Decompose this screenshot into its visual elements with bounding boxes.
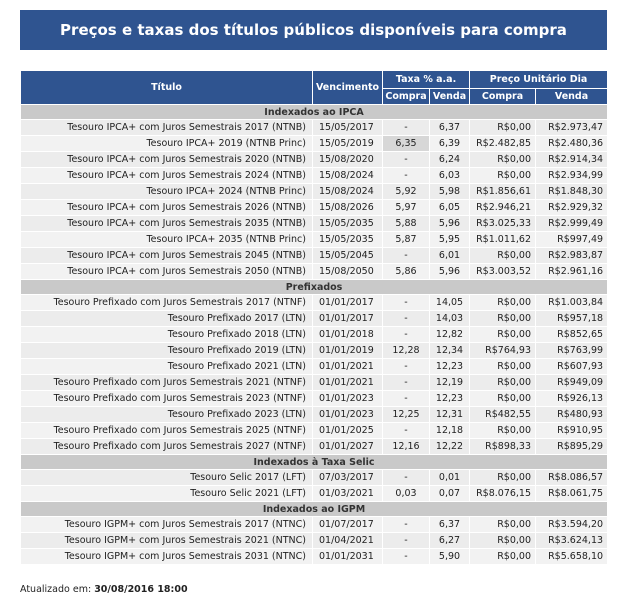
cell-titulo: Tesouro Prefixado 2023 (LTN) <box>21 407 313 423</box>
col-header-preco: Preço Unitário Dia <box>470 71 608 89</box>
cell-preco-venda: R$2.961,16 <box>536 264 608 280</box>
cell-titulo: Tesouro Prefixado 2017 (LTN) <box>21 311 313 327</box>
cell-preco-venda: R$763,99 <box>536 343 608 359</box>
cell-taxa-compra: 5,86 <box>383 264 430 280</box>
cell-taxa-venda: 12,31 <box>430 407 470 423</box>
cell-taxa-compra: 0,03 <box>383 486 430 502</box>
cell-taxa-venda: 12,34 <box>430 343 470 359</box>
cell-preco-compra: R$482,55 <box>470 407 536 423</box>
table-row <box>21 359 608 375</box>
cell-taxa-compra: - <box>383 248 430 264</box>
cell-taxa-compra: - <box>383 470 430 486</box>
table-row <box>21 343 608 359</box>
cell-taxa-venda: 6,01 <box>430 248 470 264</box>
cell-vencimento: 01/01/2021 <box>313 375 383 391</box>
table-row <box>21 168 608 184</box>
cell-taxa-compra: 5,97 <box>383 200 430 216</box>
cell-preco-compra: R$8.076,15 <box>470 486 536 502</box>
cell-vencimento: 01/01/2017 <box>313 295 383 311</box>
cell-preco-venda: R$2.929,32 <box>536 200 608 216</box>
col-header-taxa: Taxa % a.a. <box>383 71 470 89</box>
cell-titulo: Tesouro Prefixado com Juros Semestrais 2027 (NTNF) <box>21 439 313 455</box>
cell-preco-venda: R$3.594,20 <box>536 517 608 533</box>
cell-vencimento: 01/01/2019 <box>313 343 383 359</box>
cell-taxa-venda: 5,96 <box>430 216 470 232</box>
cell-preco-venda: R$5.658,10 <box>536 549 608 565</box>
cell-taxa-compra: - <box>383 168 430 184</box>
cell-vencimento: 01/01/2021 <box>313 359 383 375</box>
table-row <box>21 120 608 136</box>
col-header-preco-venda: Venda <box>536 89 608 105</box>
cell-preco-venda: R$852,65 <box>536 327 608 343</box>
cell-titulo: Tesouro Selic 2017 (LFT) <box>21 470 313 486</box>
cell-taxa-venda: 14,03 <box>430 311 470 327</box>
table-row <box>21 216 608 232</box>
cell-preco-compra: R$0,00 <box>470 152 536 168</box>
cell-preco-venda: R$949,09 <box>536 375 608 391</box>
cell-vencimento: 15/05/2035 <box>313 232 383 248</box>
table-row <box>21 439 608 455</box>
cell-taxa-venda: 6,37 <box>430 120 470 136</box>
page-title-text: Preços e taxas dos títulos públicos disponíveis para compra <box>60 21 567 39</box>
cell-taxa-compra: 12,28 <box>383 343 430 359</box>
table-row <box>21 184 608 200</box>
cell-vencimento: 15/05/2045 <box>313 248 383 264</box>
cell-preco-compra: R$0,00 <box>470 248 536 264</box>
cell-vencimento: 15/08/2050 <box>313 264 383 280</box>
cell-taxa-compra: - <box>383 423 430 439</box>
cell-taxa-compra: - <box>383 375 430 391</box>
col-header-preco-compra: Compra <box>470 89 536 105</box>
cell-preco-compra: R$0,00 <box>470 168 536 184</box>
cell-taxa-venda: 12,23 <box>430 391 470 407</box>
col-header-vencimento: Vencimento <box>313 71 383 105</box>
cell-taxa-compra: - <box>383 549 430 565</box>
cell-taxa-compra: 5,92 <box>383 184 430 200</box>
table-row <box>21 295 608 311</box>
cell-taxa-compra: - <box>383 120 430 136</box>
cell-titulo: Tesouro IGPM+ com Juros Semestrais 2031 (NTNC) <box>21 549 313 565</box>
cell-titulo: Tesouro IPCA+ com Juros Semestrais 2017 (NTNB) <box>21 120 313 136</box>
cell-preco-venda: R$8.061,75 <box>536 486 608 502</box>
cell-preco-compra: R$0,00 <box>470 359 536 375</box>
cell-vencimento: 07/03/2017 <box>313 470 383 486</box>
cell-taxa-compra: 12,16 <box>383 439 430 455</box>
cell-titulo: Tesouro IPCA+ com Juros Semestrais 2050 (NTNB) <box>21 264 313 280</box>
cell-taxa-compra: 5,87 <box>383 232 430 248</box>
page-title <box>20 10 607 50</box>
prices-table <box>20 70 608 565</box>
cell-preco-compra: R$0,00 <box>470 533 536 549</box>
cell-preco-compra: R$3.025,33 <box>470 216 536 232</box>
cell-preco-compra: R$0,00 <box>470 120 536 136</box>
cell-taxa-venda: 0,07 <box>430 486 470 502</box>
cell-taxa-compra: - <box>383 517 430 533</box>
cell-taxa-venda: 12,23 <box>430 359 470 375</box>
cell-preco-compra: R$0,00 <box>470 391 536 407</box>
cell-taxa-compra: - <box>383 533 430 549</box>
cell-preco-compra: R$764,93 <box>470 343 536 359</box>
cell-taxa-compra: - <box>383 359 430 375</box>
cell-taxa-compra: - <box>383 152 430 168</box>
cell-titulo: Tesouro Prefixado com Juros Semestrais 2025 (NTNF) <box>21 423 313 439</box>
table-row <box>21 549 608 565</box>
cell-taxa-venda: 12,82 <box>430 327 470 343</box>
table-row <box>21 407 608 423</box>
footer-label: Atualizado em: <box>20 584 92 595</box>
cell-titulo: Tesouro IGPM+ com Juros Semestrais 2017 (NTNC) <box>21 517 313 533</box>
cell-preco-compra: R$0,00 <box>470 375 536 391</box>
cell-preco-compra: R$0,00 <box>470 311 536 327</box>
cell-preco-venda: R$957,18 <box>536 311 608 327</box>
cell-preco-venda: R$997,49 <box>536 232 608 248</box>
cell-taxa-venda: 5,98 <box>430 184 470 200</box>
cell-vencimento: 15/08/2024 <box>313 184 383 200</box>
section-title: Indexados ao IGPM <box>21 502 608 517</box>
cell-preco-compra: R$0,00 <box>470 517 536 533</box>
cell-taxa-compra: 5,88 <box>383 216 430 232</box>
cell-taxa-venda: 5,95 <box>430 232 470 248</box>
cell-preco-venda: R$2.934,99 <box>536 168 608 184</box>
cell-preco-compra: R$2.946,21 <box>470 200 536 216</box>
cell-preco-compra: R$2.482,85 <box>470 136 536 152</box>
cell-titulo: Tesouro Prefixado 2019 (LTN) <box>21 343 313 359</box>
table-row <box>21 486 608 502</box>
cell-titulo: Tesouro Prefixado com Juros Semestrais 2021 (NTNF) <box>21 375 313 391</box>
cell-vencimento: 01/01/2025 <box>313 423 383 439</box>
cell-taxa-venda: 6,37 <box>430 517 470 533</box>
table-row <box>21 517 608 533</box>
cell-taxa-venda: 12,18 <box>430 423 470 439</box>
cell-vencimento: 15/05/2019 <box>313 136 383 152</box>
cell-vencimento: 01/03/2021 <box>313 486 383 502</box>
footer-timestamp: 30/08/2016 18:00 <box>94 584 188 595</box>
table-row <box>21 470 608 486</box>
cell-taxa-venda: 6,39 <box>430 136 470 152</box>
cell-taxa-venda: 14,05 <box>430 295 470 311</box>
cell-vencimento: 01/01/2023 <box>313 391 383 407</box>
cell-preco-venda: R$2.480,36 <box>536 136 608 152</box>
cell-preco-venda: R$480,93 <box>536 407 608 423</box>
cell-vencimento: 15/05/2035 <box>313 216 383 232</box>
cell-titulo: Tesouro IGPM+ com Juros Semestrais 2021 (NTNC) <box>21 533 313 549</box>
section-row <box>21 280 608 295</box>
cell-vencimento: 15/05/2017 <box>313 120 383 136</box>
cell-titulo: Tesouro Prefixado com Juros Semestrais 2017 (NTNF) <box>21 295 313 311</box>
table-row <box>21 152 608 168</box>
cell-taxa-venda: 6,03 <box>430 168 470 184</box>
cell-preco-venda: R$2.999,49 <box>536 216 608 232</box>
cell-vencimento: 01/01/2018 <box>313 327 383 343</box>
cell-taxa-compra: 12,25 <box>383 407 430 423</box>
cell-taxa-venda: 0,01 <box>430 470 470 486</box>
cell-preco-venda: R$607,93 <box>536 359 608 375</box>
cell-preco-venda: R$895,29 <box>536 439 608 455</box>
cell-preco-venda: R$2.973,47 <box>536 120 608 136</box>
cell-preco-compra: R$898,33 <box>470 439 536 455</box>
cell-vencimento: 01/01/2023 <box>313 407 383 423</box>
cell-titulo: Tesouro IPCA+ com Juros Semestrais 2020 (NTNB) <box>21 152 313 168</box>
cell-taxa-venda: 6,27 <box>430 533 470 549</box>
table-row <box>21 200 608 216</box>
cell-titulo: Tesouro Prefixado com Juros Semestrais 2023 (NTNF) <box>21 391 313 407</box>
cell-taxa-venda: 12,19 <box>430 375 470 391</box>
table-row <box>21 264 608 280</box>
table-row <box>21 136 608 152</box>
footer <box>20 584 188 595</box>
section-title: Indexados ao IPCA <box>21 105 608 120</box>
cell-titulo: Tesouro Prefixado 2021 (LTN) <box>21 359 313 375</box>
cell-taxa-compra: - <box>383 311 430 327</box>
cell-vencimento: 15/08/2020 <box>313 152 383 168</box>
cell-preco-venda: R$2.983,87 <box>536 248 608 264</box>
section-title: Indexados à Taxa Selic <box>21 455 608 470</box>
table-row <box>21 327 608 343</box>
cell-preco-venda: R$1.848,30 <box>536 184 608 200</box>
cell-titulo: Tesouro IPCA+ 2024 (NTNB Princ) <box>21 184 313 200</box>
cell-titulo: Tesouro IPCA+ com Juros Semestrais 2045 (NTNB) <box>21 248 313 264</box>
cell-taxa-venda: 6,24 <box>430 152 470 168</box>
cell-titulo: Tesouro IPCA+ com Juros Semestrais 2035 (NTNB) <box>21 216 313 232</box>
cell-vencimento: 01/07/2017 <box>313 517 383 533</box>
cell-taxa-compra: - <box>383 295 430 311</box>
cell-vencimento: 01/01/2027 <box>313 439 383 455</box>
table-row <box>21 375 608 391</box>
cell-preco-venda: R$8.086,57 <box>536 470 608 486</box>
cell-preco-compra: R$1.856,61 <box>470 184 536 200</box>
cell-titulo: Tesouro IPCA+ 2019 (NTNB Princ) <box>21 136 313 152</box>
cell-taxa-venda: 6,05 <box>430 200 470 216</box>
cell-vencimento: 01/01/2031 <box>313 549 383 565</box>
table-row <box>21 423 608 439</box>
cell-vencimento: 15/08/2026 <box>313 200 383 216</box>
cell-preco-venda: R$3.624,13 <box>536 533 608 549</box>
section-row <box>21 502 608 517</box>
cell-preco-venda: R$1.003,84 <box>536 295 608 311</box>
col-header-taxa-venda: Venda <box>430 89 470 105</box>
table-row <box>21 311 608 327</box>
cell-vencimento: 01/04/2021 <box>313 533 383 549</box>
cell-preco-compra: R$3.003,52 <box>470 264 536 280</box>
cell-taxa-compra: 6,35 <box>383 136 430 152</box>
cell-taxa-venda: 5,96 <box>430 264 470 280</box>
cell-preco-compra: R$0,00 <box>470 327 536 343</box>
cell-preco-compra: R$0,00 <box>470 549 536 565</box>
cell-preco-venda: R$910,95 <box>536 423 608 439</box>
col-header-taxa-compra: Compra <box>383 89 430 105</box>
cell-taxa-venda: 12,22 <box>430 439 470 455</box>
cell-vencimento: 15/08/2024 <box>313 168 383 184</box>
table-body <box>21 105 608 565</box>
cell-titulo: Tesouro IPCA+ 2035 (NTNB Princ) <box>21 232 313 248</box>
cell-preco-venda: R$2.914,34 <box>536 152 608 168</box>
section-title: Prefixados <box>21 280 608 295</box>
cell-titulo: Tesouro IPCA+ com Juros Semestrais 2024 (NTNB) <box>21 168 313 184</box>
cell-preco-compra: R$0,00 <box>470 423 536 439</box>
cell-taxa-compra: - <box>383 391 430 407</box>
cell-preco-compra: R$0,00 <box>470 470 536 486</box>
table-row <box>21 248 608 264</box>
cell-taxa-compra: - <box>383 327 430 343</box>
table-row <box>21 533 608 549</box>
col-header-titulo: Título <box>21 71 313 105</box>
section-row <box>21 455 608 470</box>
cell-preco-venda: R$926,13 <box>536 391 608 407</box>
cell-titulo: Tesouro Prefixado 2018 (LTN) <box>21 327 313 343</box>
cell-titulo: Tesouro Selic 2021 (LFT) <box>21 486 313 502</box>
cell-taxa-venda: 5,90 <box>430 549 470 565</box>
cell-preco-compra: R$1.011,62 <box>470 232 536 248</box>
cell-vencimento: 01/01/2017 <box>313 311 383 327</box>
cell-preco-compra: R$0,00 <box>470 295 536 311</box>
cell-titulo: Tesouro IPCA+ com Juros Semestrais 2026 (NTNB) <box>21 200 313 216</box>
section-row <box>21 105 608 120</box>
table-row <box>21 391 608 407</box>
table-row <box>21 232 608 248</box>
